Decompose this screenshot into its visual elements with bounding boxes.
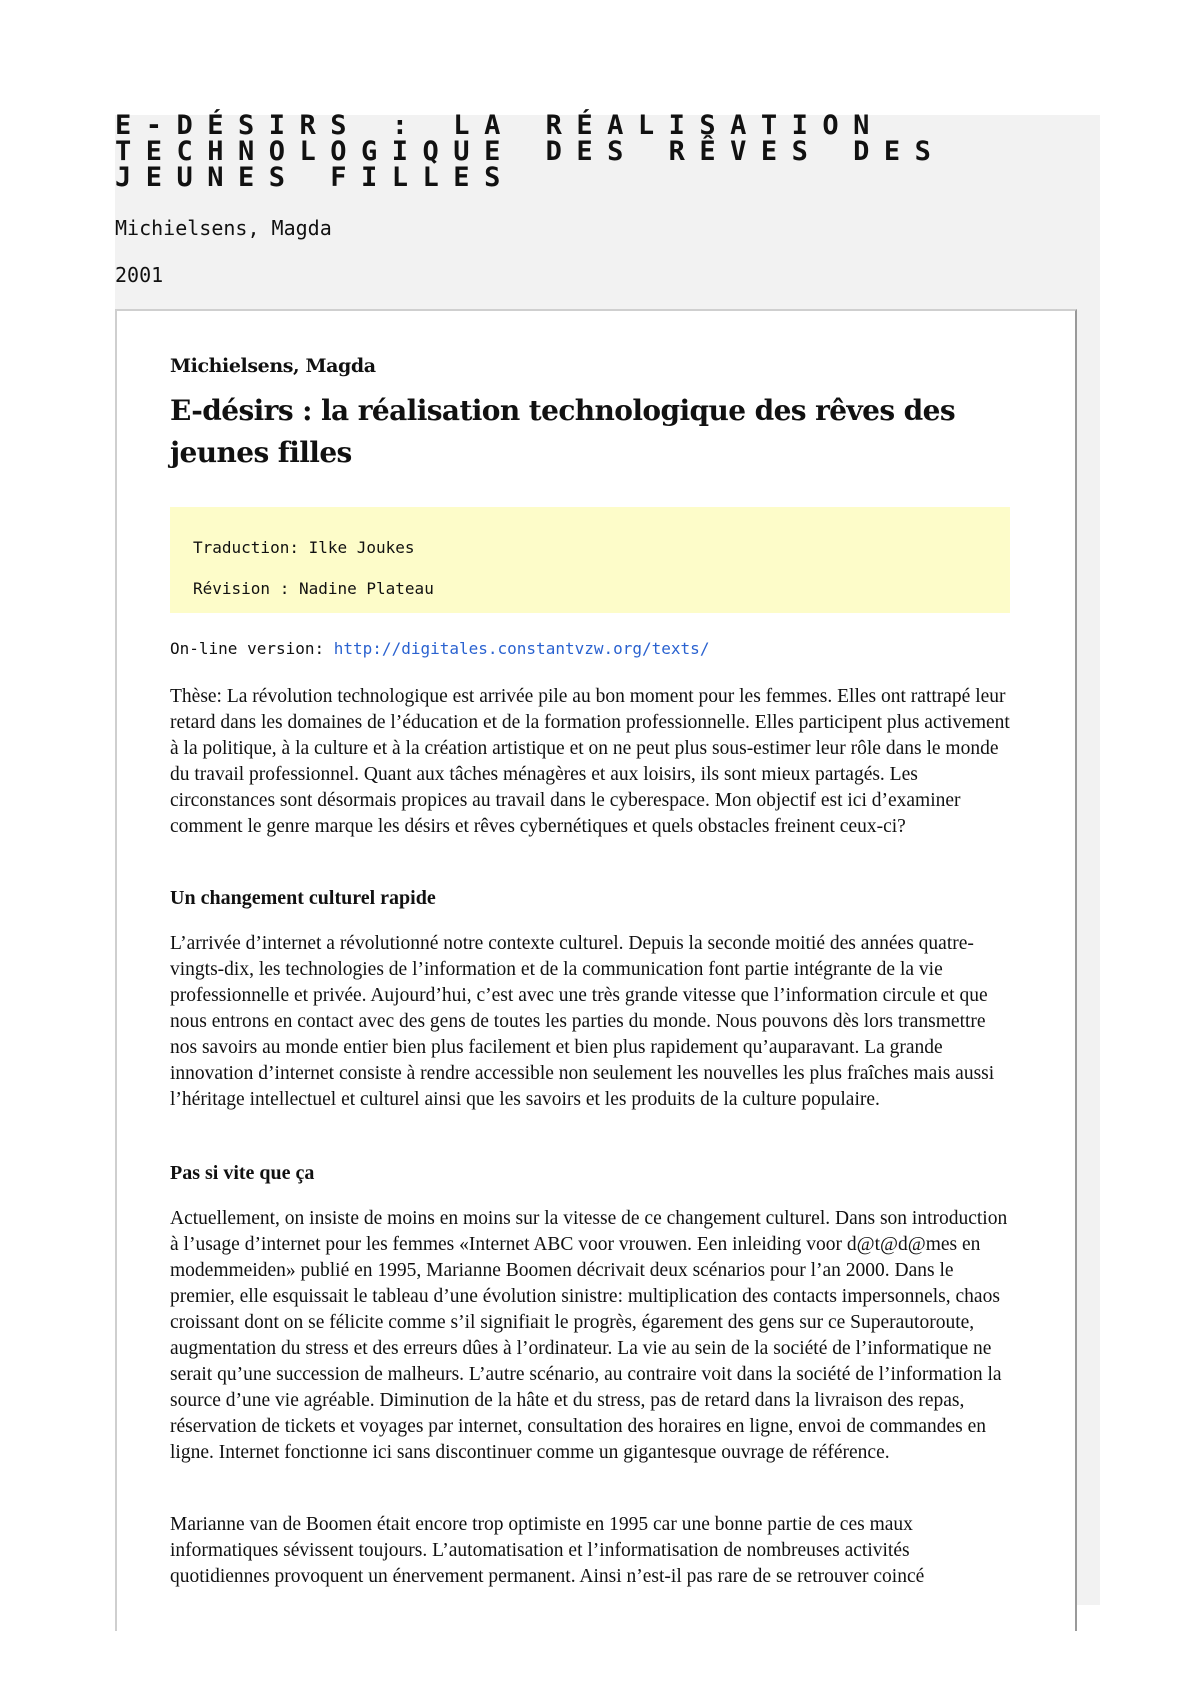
paragraph-thesis: Thèse: La révolution technologique est arrivée pile au bon moment pour les femmes. Elles ont rattrapé leur retard dans les domaines de l’éducation et de la formation professionnelle. Elles participent plus activement à la politique, à la culture et à la création artistique et on ne peut plus sous-estimer leur rôle dans le monde du travail professionnel. Quant aux tâches ménagères et aux loisirs, ils sont mieux partagés. Les circonstances sont désormais propices au travail dans le cyberespace. Mon objectif est ici d’examiner comment le genre marque les désirs et rêves cybernétiques et quels obstacles freinent ceux-ci? [170, 686, 1010, 837]
credit-translation: Traduction: Ilke Joukes [193, 538, 415, 557]
paragraph-optimism: Marianne van de Boomen était encore trop optimiste en 1995 car une bonne partie de ces maux informatiques sévissent toujours. L’automatisation et l’informatisation de nombreuses activités quotidiennes provoquent un énervement permanent. Ainsi n’est-il pas rare de se retrouver coincé [170, 1514, 925, 1587]
online-version-label: On-line version: [170, 639, 334, 658]
article-title: E-désirs : la réalisation technologique des rêves des jeunes filles [170, 394, 956, 469]
online-version-link[interactable]: http://digitales.constantvzw.org/texts/ [333, 639, 710, 658]
header-year: 2001 [115, 263, 164, 287]
page-title: E-DÉSIRS : LA RÉALISATION TECHNOLOGIQUE DES RÊVES DES JEUNES FILLES [115, 110, 946, 193]
paragraph-scenarios: Actuellement, on insiste de moins en moins sur la vitesse de ce changement culturel. Dans son introduction à l’usage d’internet pour les femmes «Internet ABC voor vrouwen. Een inleiding voor d@t@d@mes en modemmeiden» publié en 1995, Marianne Boomen décrivait deux scénarios pour l’an 2000. Dans le premier, elle esquissait le tableau d’une évolution sinistre: multiplication des contacts impersonnels, chaos croissant dont on se félicite comme s’il signifiait le progrès, égarement des gens sur ce Superautoroute, augmentation du stress et des erreurs dûes à l’ordinateur. La vie au sein de la société de l’informatique ne serait qu’une succession de malheurs. L’autre scénario, au contraire voit dans la société de l’information la source d’une vie agréable. Diminution de la hâte et du stress, pas de retard dans la livraison des repas, réservation de tickets et voyages par internet, consultation des horaires en ligne, envoi de commandes en ligne. Internet fonctionne ici sans discontinuer comme un gigantesque ouvrage de référence. [170, 1208, 1008, 1463]
section-heading-cultural-change: Un changement culturel rapide [170, 887, 436, 909]
section-heading-not-so-fast: Pas si vite que ça [170, 1162, 315, 1184]
header-author: Michielsens, Magda [115, 216, 332, 240]
credits-box [170, 507, 1010, 613]
credit-revision: Révision : Nadine Plateau [193, 579, 434, 598]
article-author: Michielsens, Magda [170, 355, 376, 377]
article-frame[interactable] [115, 309, 1077, 1631]
online-version [170, 639, 709, 659]
paragraph-internet-arrival: L’arrivée d’internet a révolutionné notre contexte culturel. Depuis la seconde moitié des années quatre-vingts-dix, les technologies de l’information et de la communication font partie intégrante de la vie professionnelle et privée. Aujourd’hui, c’est avec une très grande vitesse que l’information circule et que nous entrons en contact avec des gens de toutes les parties du monde. Nous pouvons dès lors transmettre nos savoirs au monde entier bien plus facilement et bien plus rapidement qu’auparavant. La grande innovation d’internet consiste à rendre accessible non seulement les nouvelles les plus fraîches mais aussi l’héritage intellectuel et culturel ainsi que les savoirs et les produits de la culture populaire. [170, 933, 995, 1110]
